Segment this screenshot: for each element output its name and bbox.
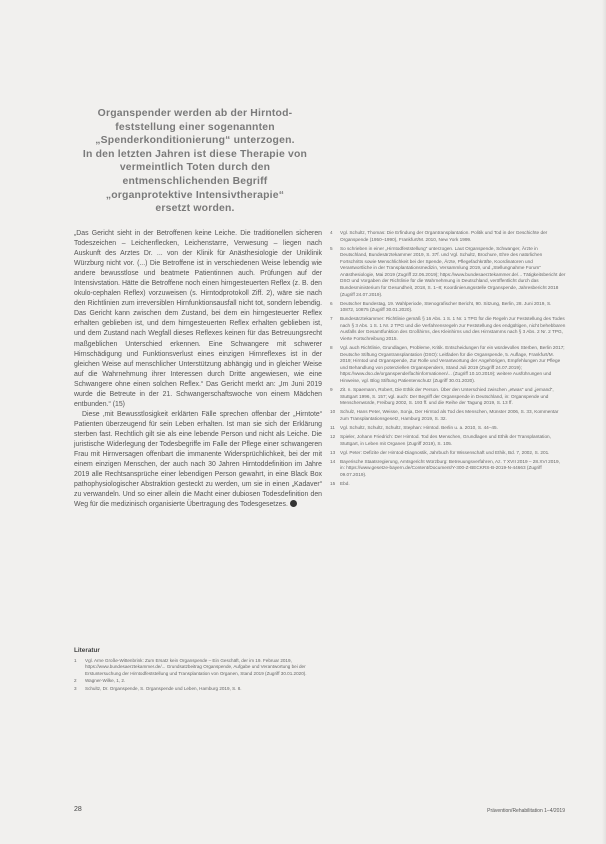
pull-quote-line: ersetzt worden. [155,203,235,215]
body-paragraph: „Das Gericht sieht in der Betroffenen keine Leiche. Die traditionellen sicheren Todeszeichen – Leichenflecken, Leichenstarre, Verwesung – liegen nach Auskunft des Arztes Dr. ... von der Klinik für Anästhesiologie der Uniklinik Würzburg nicht vor. (...) Die Betroffene ist in verschiedenen Weise lebendig wie andere bewusstlose und beatmete Patientinnen auch. Prüfungen auf der Intensivstation. Hätte die Betroffene noch einen hirngesteuerten Reflex (z. B. den okulo-cephalen Reflex) vorzuweisen (s. Hirntodprotokoll Ziff. 2), wäre sie nach den Richtlinien zum irreversiblen Hirnfunktionsausfall nicht tot, sondern lebendig. Das Gericht kann zwischen dem Zustand, bei dem ein hirngesteuerter Reflex erhalten geblieben ist, und dem hirngesteuerten Reflex erhalten geblieben ist, und dem Zustand nach Wegfall dieses Reflexes keinen für das Betreuungsrecht maßgeblichen Unterschied erkennen. Eine Schwangere mit schwerer Hirnschädigung und Funktionsverlust eines einzigen Hirnreflexes ist in der gleichen Weise auf menschlicher Unterstützung abhängig und in gleicher Weise auf die Wahrnehmung ihrer Interessen durch Dritte angewiesen, wie eine Schwangere ohne einen solchen Reflex.“ Das Gericht merkt an: „Im Juni 2019 wurde die Betreute in der 21. Schwangerschaftswoche von einem Mädchen entbunden.“ (15) [74,230,322,408]
reference-text: Schultz, Dr. Organspende, S. Organspende und Leben, Hamburg 2019, S. 8. [85,686,242,692]
reference-item [330,301,566,314]
reference-text: Vgl. Peter: Defizite der Hirntod-Diagnostik, Jahrbuch für Wissenschaft und Ethik, Bd. 7, 2002, S. 201. [340,449,550,455]
reference-text: Bundesärztekammer: Richtlinie gemäß § 16 Abs. 1 S. 1 Nr. 1 TPG für die Regeln zur Feststellung des Todes nach § 3 Abs. 1 S. 1 Nr. 2 TPG und die Verfahrensregeln zur Feststellung des endgültigen, nicht behebbaren Ausfalls der Gesamtfunktion des Großhirns, des Kleinhirns und des Hirnstamms nach § 3 Abs. 2 Nr. 2 TPG, Vierte Fortschreibung 2015. [340,316,566,341]
reference-text: Deutscher Bundestag, 19. Wahlperiode, Stenografischer Bericht, 90. Sitzung, Berlin, 28. Juni 2019, S. 10872, 10875 (Zugriff 30.01.2020). [340,300,552,313]
reference-item [74,686,322,692]
reference-number: 5 [330,245,333,251]
reference-item [330,434,566,447]
reference-item [330,481,566,488]
reference-text: Vgl. Schultz, Thomas: Die Erfindung der Organtransplantation. Politik und Tod in der Geschichte der Organspende (1950–1990), Frankfurt/M. 2010, New York 1999. [340,230,548,242]
reference-item [330,450,566,457]
page-number: 28 [74,806,82,813]
reference-number: 3 [74,686,77,692]
references-column [330,230,566,490]
pull-quote-line: Organspender werden ab der Hirntod- [97,108,293,119]
reference-text: Vgl. Arne Große-Wittenbrink: Zum Ersatz kein Organspende – Ein Geschäft, der im 19. Februar 2019, https://www.bundesaerztekammer.de/... Grundsatzbeitrag Organspende, Aufgabe und Verantwortung bei der Erstuntersuchung der Hirntodfeststellung und Transplantation von Organen, Stand 2019 (Zugriff 30.01.2020). [85,658,307,676]
reference-text: Wagner-Wilke, 1, 2. [85,678,126,684]
literature-list [74,658,322,694]
page-edge-shadow [602,0,606,844]
reference-item [330,345,566,384]
reference-text: Vgl. auch Richtlinie, Grundlagen, Probleme, Kritik. Entscheidungen für ein würdevolles Sterben, Berlin 2017; Deutsche Stiftung Organtransplantation (DSO): Leitfaden für die Organspende, 5. Auflage, Frankfurt/M. 2019; Hirntod und Organspende, Zur Rolle und Verantwortung der Angehörigen, Empfehlungen zur Pflege und Behandlung von potenziellen Organspendern, Stand Juli 2019 (Zugriff 24.07.2019); https://www.dso.de/organspende/fachinformationen/... (Zugriff 10.10.2019); weitere Ausführungen und Hinweise, vgl. Blog Stiftung Patientenschutz (Zugriff 30.01.2020). [340,345,565,383]
reference-number: 4 [330,230,333,235]
reference-text: Zit. n. Spaemann, Robert, Die Ethik der Person. Über den Unterschied zwischen „etwas“ und „jemand“, Stuttgart 1996, S. 157; vgl. auch: Der Begriff der Organspende in Deutschland, in: Organspende und Menschenwürde, Freiburg 2002, S. 193 ff. und die Reihe der Tagung 2019, S. 13 ff. [340,387,554,406]
end-mark-icon [290,500,297,507]
body-paragraph-text: Diese ‚mit Bewusstlosigkeit erklärten Fälle sprechen offenbar der „Hirntote“ Patienten überzeugend für sein Leben erhalten. Ist man sie sich der Erklärung sterben fast. Rechtlich gilt sie als eine lebende Person und nicht als Leiche. Die juristische Widerlegung der Todesbegriffe im Falle der Pflege einer schwangeren Frau mit Hirnversagen offenbart die immanente Widersprüchlichkeit, bei der mit einem einzigen Menschen, der auch nach 30 Jahren Hirntoddefinition im Jahre 2019 alle Rechtsansprüche einer lebendigen Person gewahrt, in eine Black Box pathophysiologischer Abstraktion gesteckt zu werden, um sie in einen „Kadaver“ zu verwandeln. Und so einer allein die Macht einer dubiosen Todesdefinition den Weg für die medizinisch organisierte Übertragung des Todesgesetzes. [74,410,322,509]
reference-item [330,425,566,432]
reference-item [330,230,566,243]
pull-quote-line: „Spenderkonditionierung“ unterzogen. [95,135,295,147]
reference-item [330,459,566,479]
pull-quote-line: vermeintlich Toten durch den [119,162,271,174]
reference-number: 10 [330,409,336,415]
reference-number: 11 [330,424,335,430]
reference-text: Ebd. [340,481,350,487]
reference-number: 2 [74,678,77,684]
pull-quote-line: In den letzten Jahren ist diese Therapie von [82,148,308,160]
reference-number: 9 [330,387,333,392]
reference-number: 7 [330,316,333,322]
reference-number: 6 [330,300,333,306]
pull-quote-line: „organprotektive Intensivtherapie“ [105,189,285,201]
reference-number: 15 [330,481,336,487]
reference-item [330,409,566,422]
reference-item [330,387,566,407]
reference-item [74,678,322,684]
reference-text: Vgl. Schultz, Schultz, Schultz, Stephan: Hirntod. Berlin u. a. 2010, S. 44–45. [340,424,498,430]
reference-text: So schrieben in einer „Hirntodfeststellung“ unterzogen. Laut Organspende, Schwanger, Ärzte in Deutschland, Bundesärztekammer 2019, S. 37f. und Vgl. Schultz, Brochure, Ehre des natürlichen Fortschritts sowie Menschlichkeit bei der Spende, Ärzte, Pflegefachkräfte, Koordinatoren und Verantwortliche in der Transplantationsmedizin, Versammlung 2019, und „Stellungnahme Forum“ Anästhesiologie, Mai 2019 (Zugriff 22.06.2019); https://www.bundesaerztekammer.de/... Tätigkeitsbericht der DSO und Vorgaben der Richtlinie für die Wahrnehmung in Deutschland, veröffentlicht durch das Bundesministerium für Gesundheit, 2018, S. 1–8; Koordinierungsstelle Organspende, Jahresbericht 2018 (Zugriff 24.07.2019). [340,245,566,297]
pull-quote-line: entmenschlichenden Begriff [122,175,268,187]
literature-heading: Literatur [74,647,100,654]
reference-item [330,246,566,298]
reference-number: 12 [330,434,336,440]
footer-publication: Prävention/Rehabilitation 1–4/2019 [487,808,565,814]
reference-item [330,316,566,342]
reference-text: Schulz, Hans Peter, Weisse, Sonja, Der Hirntod als Tod des Menschen, Münster 2006, S. 33, Kommentar zum Transplantationsgesetz, Hamburg 2019, S. 32. [340,409,559,421]
body-text-column [74,229,322,510]
reference-number: 13 [330,449,336,455]
reference-item [74,658,322,677]
reference-text: Spieler, Johann Friedrich: Der Hirntod. Tod des Menschen, Grundlagen und Ethik der Transplantation, Stuttgart, in Leben mit Organen (Zugriff 2019), S. 105. [340,434,551,446]
reference-number: 8 [330,345,333,351]
body-paragraph [74,410,322,510]
reference-number: 1 [74,658,77,663]
pull-quote-line: feststellung einer sogenannten [115,121,275,133]
reference-text: Bayerische Staatsregierung, Amtsgericht Würzburg: Betreuungsverfahren, Az. 7 XVII 2019 – 28.XVI 2019, in: https://www.gesetze-bayern.de/Content/Document/Y-300-Z-BECKRS-B-2019-N-44663 (Zugriff 09.07.2019). [340,458,560,477]
pull-quote [60,107,330,216]
reference-number: 14 [330,458,336,464]
